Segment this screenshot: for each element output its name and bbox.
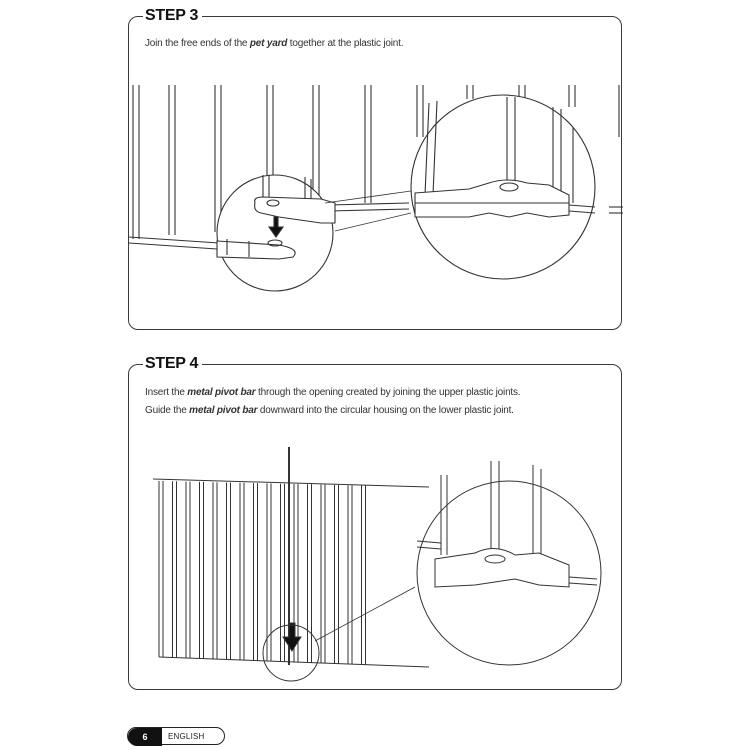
step-4-panel — [128, 355, 622, 690]
step-4-text-d: downward into the circular housing on the lower plastic joint. — [257, 405, 514, 416]
step-4-illustration — [129, 365, 623, 691]
step-3-term-pet-yard: pet yard — [249, 38, 288, 49]
pet-yard-panel-left — [129, 85, 221, 249]
page-indicator — [127, 727, 225, 745]
step-4-title: STEP 4 — [143, 354, 202, 374]
pet-yard-folded-panels — [159, 481, 366, 665]
step-4-text-b: through the opening created by joining the upper plastic joints. — [255, 387, 521, 398]
step-4-term-pivot-bar-2: metal pivot bar — [189, 405, 258, 416]
step-4-text-c: Guide the — [145, 405, 190, 416]
step-3-panel — [128, 7, 622, 330]
step-4-term-pivot-bar: metal pivot bar — [187, 387, 256, 398]
step-3-text-b: together at the plastic joint. — [287, 38, 404, 49]
step-3-illustration — [129, 17, 623, 331]
step-3-text-a: Join the free ends of the — [145, 38, 250, 49]
step-3-title: STEP 3 — [143, 6, 202, 26]
page-number: 6 — [128, 728, 162, 746]
language-label: ENGLISH — [168, 732, 205, 741]
step-4-text-a: Insert the — [145, 387, 188, 398]
